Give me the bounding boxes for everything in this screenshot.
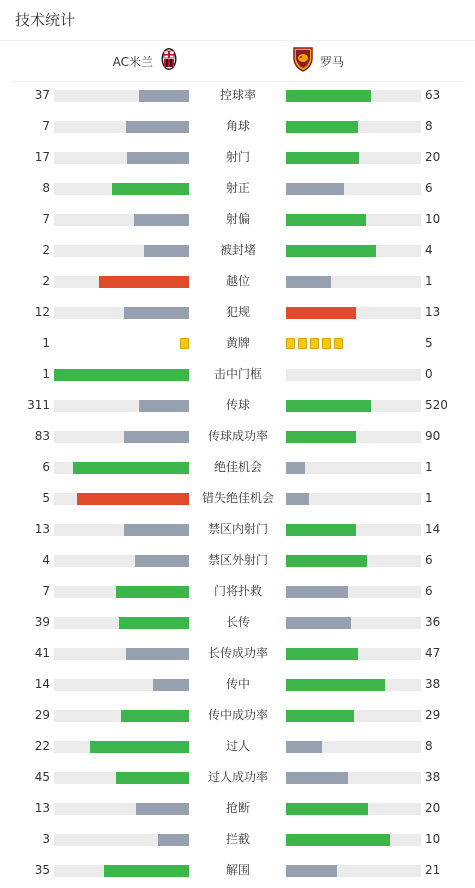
- away-stat-bar: [286, 431, 421, 443]
- away-stat-bar: [286, 369, 421, 381]
- stat-row: [0, 516, 475, 547]
- yellow-card-icon: [298, 338, 307, 349]
- stat-row: [0, 268, 475, 299]
- home-stat-value: 7: [42, 119, 50, 133]
- home-stat-bar: [54, 307, 189, 319]
- home-stat-value: 13: [34, 522, 50, 536]
- home-stat-bar-fill: [124, 524, 189, 536]
- away-team-name: 罗马: [320, 54, 345, 69]
- stat-label: 角球: [225, 119, 250, 133]
- away-stat-value: 6: [425, 553, 433, 567]
- away-stat-bar: [286, 245, 421, 257]
- away-stat-bar-fill: [286, 803, 368, 815]
- home-stat-bar: [54, 524, 189, 536]
- home-stat-bar: [54, 183, 189, 195]
- home-stat-bar-fill: [139, 90, 189, 102]
- home-stat-bar-fill: [77, 493, 189, 505]
- home-stat-value: 7: [42, 212, 50, 226]
- away-stat-value: 6: [425, 584, 433, 598]
- away-stat-bar-fill: [286, 741, 322, 753]
- away-stat-bar: [286, 648, 421, 660]
- home-yellow-cards: [180, 338, 189, 350]
- home-stat-value: 3: [42, 832, 50, 846]
- yellow-card-icon: [286, 338, 295, 349]
- home-stat-value: 45: [34, 770, 50, 784]
- home-stat-bar: [54, 90, 189, 102]
- stat-label: 射正: [225, 181, 250, 195]
- stat-label: 传中成功率: [207, 708, 268, 722]
- away-stat-bar: [286, 276, 421, 288]
- home-stat-value: 14: [34, 677, 50, 691]
- home-stat-value: 1: [42, 336, 50, 350]
- stat-label: 禁区内射门: [207, 522, 268, 536]
- home-stat-bar: [54, 617, 189, 629]
- away-stat-bar-fill: [286, 400, 371, 412]
- stat-label: 射门: [225, 150, 250, 164]
- page-title: 技术统计: [0, 0, 475, 41]
- away-yellow-cards: [286, 338, 343, 350]
- away-stat-bar: [286, 462, 421, 474]
- stat-row: [0, 609, 475, 640]
- away-stat-value: 10: [425, 832, 441, 846]
- away-stat-value: 10: [425, 212, 441, 226]
- stat-row: [0, 795, 475, 826]
- home-stat-bar-fill: [135, 555, 189, 567]
- away-stat-value: 8: [425, 739, 433, 753]
- home-stat-value: 1: [42, 367, 50, 381]
- home-stat-bar-fill: [127, 152, 189, 164]
- home-stat-bar-fill: [119, 617, 189, 629]
- away-stat-bar: [286, 152, 421, 164]
- home-stat-bar-fill: [134, 214, 189, 226]
- home-stat-bar: [54, 834, 189, 846]
- home-stat-bar: [54, 121, 189, 133]
- home-stat-bar-fill: [124, 307, 189, 319]
- away-stat-value: 47: [425, 646, 441, 660]
- away-stat-value: 20: [425, 150, 441, 164]
- away-stat-bar: [286, 400, 421, 412]
- yellow-card-icon: [334, 338, 343, 349]
- stat-row: [0, 392, 475, 423]
- away-stat-bar-fill: [286, 276, 331, 288]
- home-stat-bar-fill: [126, 121, 189, 133]
- stat-label: 门将扑救: [213, 584, 262, 598]
- away-stat-value: 90: [425, 429, 441, 443]
- home-stat-bar-fill: [73, 462, 189, 474]
- stat-label: 犯规: [225, 305, 250, 319]
- home-stat-bar: [54, 710, 189, 722]
- home-stat-bar-fill: [136, 803, 189, 815]
- stat-row: [0, 485, 475, 516]
- home-stat-bar: [54, 214, 189, 226]
- stat-label: 过人成功率: [207, 770, 268, 784]
- away-stat-bar-fill: [286, 183, 344, 195]
- home-stat-bar: [54, 679, 189, 691]
- away-stat-value: 1: [425, 460, 433, 474]
- home-stat-bar-fill: [54, 369, 189, 381]
- home-stat-bar: [54, 400, 189, 412]
- home-team-name: AC米兰: [112, 54, 153, 69]
- home-stat-bar: [54, 431, 189, 443]
- home-stat-value: 22: [34, 739, 50, 753]
- stat-row: [0, 299, 475, 330]
- home-stat-value: 5: [42, 491, 50, 505]
- home-stat-value: 2: [42, 274, 50, 288]
- home-stat-bar-fill: [139, 400, 189, 412]
- away-stat-bar: [286, 710, 421, 722]
- away-stat-bar: [286, 183, 421, 195]
- away-stat-value: 520: [425, 398, 448, 412]
- stat-label: 传球成功率: [207, 429, 268, 443]
- home-stat-bar: [54, 152, 189, 164]
- home-stat-value: 41: [34, 646, 50, 660]
- stat-label: 拦截: [225, 832, 250, 846]
- away-stat-bar: [286, 617, 421, 629]
- home-stat-bar: [54, 586, 189, 598]
- away-stat-bar: [286, 772, 421, 784]
- away-stat-bar: [286, 834, 421, 846]
- away-stat-bar: [286, 214, 421, 226]
- away-stat-value: 36: [425, 615, 441, 629]
- away-stat-bar: [286, 741, 421, 753]
- yellow-card-icon: [180, 338, 189, 349]
- stats-list: [0, 82, 475, 888]
- stat-row: [0, 82, 475, 113]
- away-stat-value: 0: [425, 367, 433, 381]
- stat-row: [0, 454, 475, 485]
- stat-label: 过人: [225, 739, 250, 753]
- away-stat-bar-fill: [286, 307, 356, 319]
- stat-row: [0, 547, 475, 578]
- home-stat-bar-fill: [112, 183, 189, 195]
- stat-row: [0, 578, 475, 609]
- stat-row: [0, 826, 475, 857]
- stat-row: [0, 733, 475, 764]
- home-stat-value: 6: [42, 460, 50, 474]
- away-stat-bar-fill: [286, 431, 356, 443]
- home-stat-value: 12: [34, 305, 50, 319]
- home-stat-bar-fill: [153, 679, 189, 691]
- home-stat-bar: [54, 803, 189, 815]
- home-stat-bar: [54, 648, 189, 660]
- away-stat-bar-fill: [286, 679, 385, 691]
- home-stat-bar: [54, 276, 189, 288]
- away-stat-bar-fill: [286, 493, 309, 505]
- away-stat-bar-fill: [286, 834, 390, 846]
- stat-label: 射偏: [225, 212, 250, 226]
- stat-label: 抢断: [225, 801, 250, 815]
- stat-row: [0, 330, 475, 361]
- stat-label: 越位: [225, 274, 250, 288]
- away-stat-bar: [286, 524, 421, 536]
- away-stat-bar-fill: [286, 865, 337, 877]
- stat-row: [0, 175, 475, 206]
- away-stat-bar-fill: [286, 648, 358, 660]
- away-stat-bar: [286, 555, 421, 567]
- away-stat-bar: [286, 679, 421, 691]
- home-stat-value: 2: [42, 243, 50, 257]
- stat-label: 长传: [225, 615, 250, 629]
- home-stat-bar: [54, 865, 189, 877]
- home-stat-bar-fill: [104, 865, 189, 877]
- home-stat-value: 4: [42, 553, 50, 567]
- home-stat-bar-fill: [90, 741, 189, 753]
- home-stat-bar-fill: [116, 586, 189, 598]
- away-stat-value: 5: [425, 336, 433, 350]
- stat-row: [0, 206, 475, 237]
- home-stat-bar-fill: [126, 648, 189, 660]
- away-stat-bar: [286, 307, 421, 319]
- away-stat-value: 38: [425, 677, 441, 691]
- away-stat-bar-fill: [286, 772, 348, 784]
- home-stat-value: 39: [34, 615, 50, 629]
- stat-label: 黄牌: [225, 336, 250, 350]
- away-stat-bar: [286, 586, 421, 598]
- stat-row: [0, 671, 475, 702]
- away-stat-bar-fill: [286, 555, 367, 567]
- away-stat-bar-fill: [286, 152, 359, 164]
- home-stat-bar-fill: [116, 772, 189, 784]
- away-stat-bar-fill: [286, 617, 351, 629]
- home-stat-bar: [54, 462, 189, 474]
- stat-row: [0, 423, 475, 454]
- stat-label: 控球率: [219, 88, 256, 102]
- away-stat-bar-fill: [286, 214, 366, 226]
- yellow-card-icon: [322, 338, 331, 349]
- stat-row: [0, 237, 475, 268]
- home-stat-bar-fill: [124, 431, 189, 443]
- stat-label: 绝佳机会: [213, 460, 262, 474]
- away-stat-bar: [286, 803, 421, 815]
- away-stat-value: 20: [425, 801, 441, 815]
- home-stat-value: 13: [34, 801, 50, 815]
- yellow-card-icon: [310, 338, 319, 349]
- stat-row: [0, 113, 475, 144]
- away-stat-value: 29: [425, 708, 441, 722]
- team-header: [10, 41, 465, 82]
- home-stat-value: 7: [42, 584, 50, 598]
- away-stat-bar-fill: [286, 524, 356, 536]
- away-stat-bar-fill: [286, 462, 305, 474]
- stat-label: 禁区外射门: [207, 553, 268, 567]
- home-stat-bar: [54, 741, 189, 753]
- away-stat-bar-fill: [286, 586, 348, 598]
- home-stat-bar-fill: [144, 245, 189, 257]
- home-stat-value: 83: [34, 429, 50, 443]
- as-roma-crest-icon: [292, 46, 314, 76]
- away-stat-value: 63: [425, 88, 441, 102]
- home-stat-bar: [54, 245, 189, 257]
- home-stat-value: 8: [42, 181, 50, 195]
- away-stat-value: 1: [425, 274, 433, 288]
- away-stat-bar-fill: [286, 90, 371, 102]
- stat-row: [0, 144, 475, 175]
- stat-label: 长传成功率: [207, 646, 268, 660]
- home-stat-bar-fill: [158, 834, 189, 846]
- home-stat-value: 17: [34, 150, 50, 164]
- home-stat-bar: [54, 493, 189, 505]
- away-stat-bar: [286, 121, 421, 133]
- stat-label: 解围: [225, 863, 250, 877]
- ac-milan-crest-icon: [161, 47, 177, 75]
- home-team[interactable]: [113, 41, 177, 81]
- away-stat-value: 8: [425, 119, 433, 133]
- home-stat-value: 35: [34, 863, 50, 877]
- home-stat-bar: [54, 369, 189, 381]
- home-stat-value: 311: [27, 398, 50, 412]
- stat-row: [0, 702, 475, 733]
- home-stat-bar-fill: [99, 276, 189, 288]
- away-stat-bar: [286, 90, 421, 102]
- away-team[interactable]: [292, 41, 344, 81]
- away-stat-bar-fill: [286, 710, 354, 722]
- away-stat-value: 4: [425, 243, 433, 257]
- away-stat-value: 14: [425, 522, 441, 536]
- away-stat-bar: [286, 865, 421, 877]
- away-stat-value: 6: [425, 181, 433, 195]
- away-stat-bar-fill: [286, 245, 376, 257]
- home-stat-bar-fill: [121, 710, 189, 722]
- away-stat-value: 21: [425, 863, 441, 877]
- home-stat-bar: [54, 555, 189, 567]
- stat-label: 错失绝佳机会: [201, 491, 274, 505]
- stat-row: [0, 764, 475, 795]
- stat-label: 传中: [225, 677, 250, 691]
- away-stat-value: 1: [425, 491, 433, 505]
- stat-label: 击中门框: [213, 367, 262, 381]
- home-stat-value: 29: [34, 708, 50, 722]
- stat-row: [0, 857, 475, 888]
- away-stat-bar: [286, 493, 421, 505]
- home-stat-value: 37: [34, 88, 50, 102]
- stat-label: 被封堵: [219, 243, 256, 257]
- stat-label: 传球: [225, 398, 250, 412]
- stat-row: [0, 640, 475, 671]
- away-stat-value: 13: [425, 305, 441, 319]
- away-stat-bar-fill: [286, 121, 358, 133]
- home-stat-bar: [54, 772, 189, 784]
- stat-row: [0, 361, 475, 392]
- away-stat-value: 38: [425, 770, 441, 784]
